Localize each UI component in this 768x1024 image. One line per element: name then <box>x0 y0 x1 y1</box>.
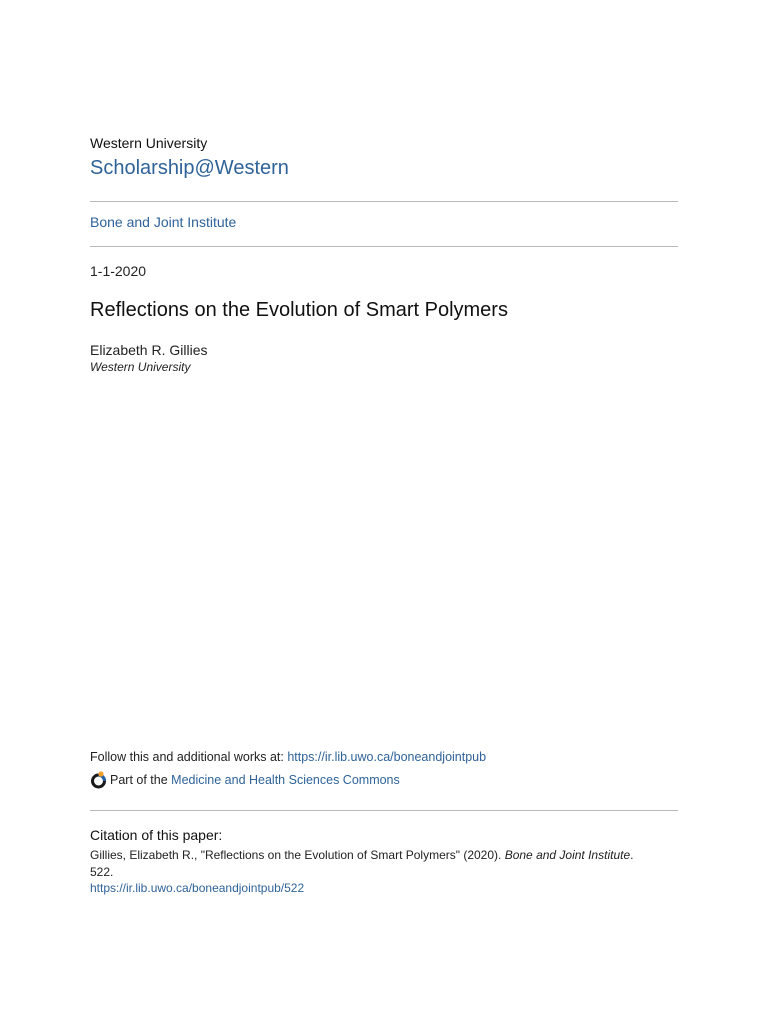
cover-page <box>90 0 678 1024</box>
collection-link[interactable]: Bone and Joint Institute <box>90 214 237 230</box>
citation-url[interactable]: https://ir.lib.uwo.ca/boneandjointpub/522 <box>90 881 305 895</box>
citation-number: 522. <box>90 864 114 879</box>
citation-text: Gillies, Elizabeth R., "Reflections on the Evolution of Smart Polymers" (2020). <box>90 848 505 862</box>
author-name: Elizabeth R. Gillies <box>90 342 208 358</box>
follow-prefix: Follow this and additional works at: <box>90 750 288 764</box>
publication-date: 1-1-2020 <box>90 263 147 279</box>
part-of-line <box>90 771 400 789</box>
follow-link[interactable]: https://ir.lib.uwo.ca/boneandjointpub <box>287 750 487 764</box>
divider <box>90 810 678 811</box>
divider <box>90 201 678 202</box>
follow-line <box>90 750 486 764</box>
citation-line <box>90 847 678 864</box>
part-of-prefix: Part of the <box>110 773 168 787</box>
paper-title: Reflections on the Evolution of Smart Polymers <box>90 299 508 321</box>
citation-body <box>90 847 678 897</box>
commons-link[interactable]: Medicine and Health Sciences Commons <box>171 773 400 787</box>
author-affiliation: Western University <box>90 360 191 374</box>
citation-period: . <box>630 848 634 862</box>
citation-journal: Bone and Joint Institute <box>504 848 631 862</box>
commons-network-icon <box>90 771 107 789</box>
citation-heading: Citation of this paper: <box>90 827 223 843</box>
institution-name: Western University <box>90 135 208 151</box>
divider <box>90 246 678 247</box>
repository-link[interactable]: Scholarship@Western <box>90 157 289 179</box>
